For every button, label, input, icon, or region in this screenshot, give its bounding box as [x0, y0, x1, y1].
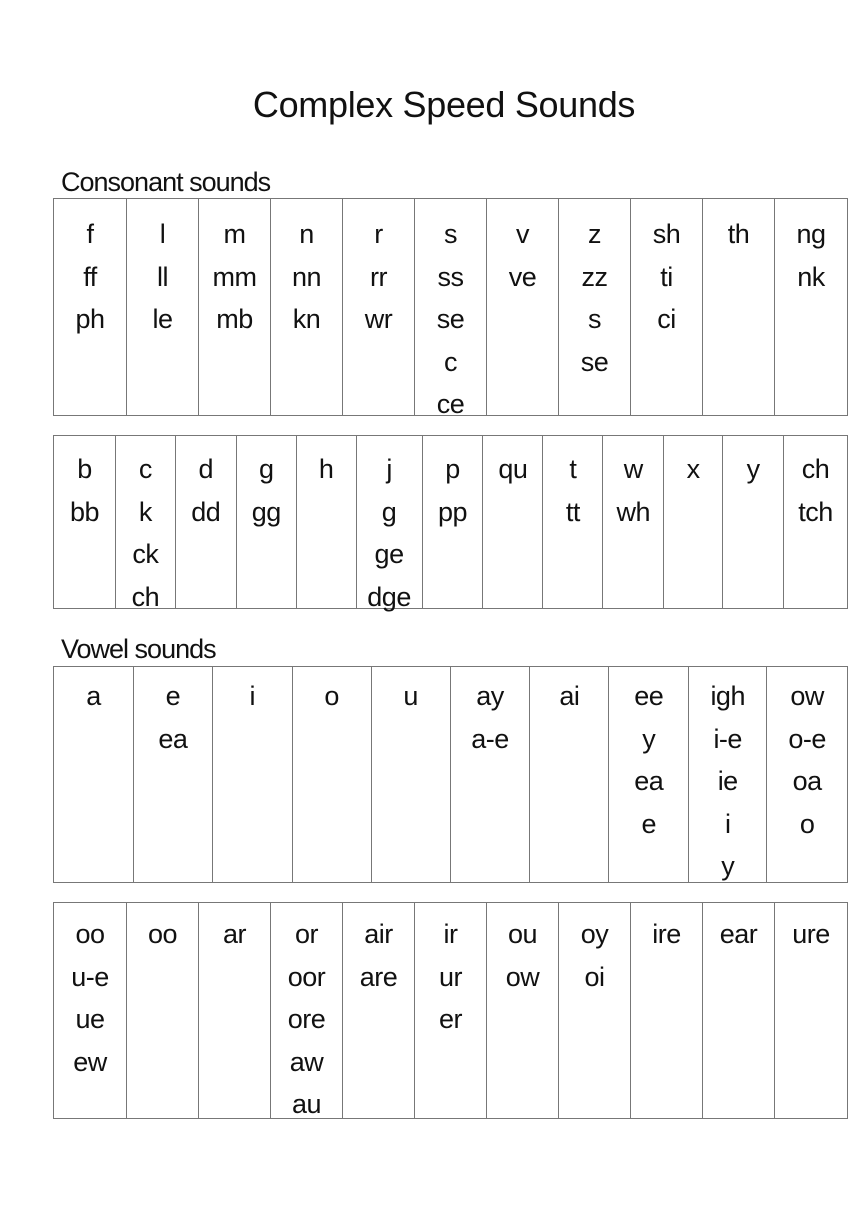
grapheme: mb [216, 304, 253, 334]
sound-cell [767, 667, 848, 882]
grapheme: oy [580, 919, 609, 949]
sound-cell [343, 199, 415, 415]
sound-cell [127, 903, 199, 1118]
grapheme: zz [581, 261, 608, 292]
grapheme: qu [498, 454, 528, 484]
grapheme: k [138, 496, 152, 527]
grapheme: mm [212, 261, 257, 292]
grapheme: s [444, 219, 457, 249]
grapheme: m [223, 219, 246, 249]
grapheme: w [623, 454, 643, 484]
sound-cell [775, 903, 848, 1118]
sound-cell [775, 199, 848, 415]
sound-cell [703, 199, 775, 415]
grapheme: pp [437, 496, 468, 527]
grapheme: are [359, 961, 398, 992]
grapheme: dge [367, 581, 411, 612]
vowel-sounds-heading: Vowel sounds [61, 634, 216, 664]
grapheme: ir [443, 919, 458, 949]
grapheme: wh [616, 496, 651, 527]
grapheme: air [364, 919, 393, 949]
grapheme: y [642, 723, 656, 754]
grapheme: r [374, 219, 383, 249]
sound-cell [487, 903, 559, 1118]
grapheme: c [138, 454, 152, 484]
grapheme: ue [75, 1004, 105, 1034]
sound-cell [631, 903, 703, 1118]
sound-cell [54, 903, 127, 1118]
sound-cell [559, 903, 631, 1118]
grapheme: g [258, 454, 274, 484]
grapheme: s [588, 304, 601, 334]
grapheme: ai [559, 681, 580, 711]
grapheme: le [152, 304, 173, 334]
grapheme: i [249, 681, 256, 711]
grapheme: oo [75, 919, 105, 949]
grapheme: er [438, 1004, 462, 1034]
grapheme: ear [719, 919, 758, 949]
grapheme: u-e [71, 961, 109, 992]
grapheme: y [721, 851, 735, 881]
grapheme: x [686, 454, 700, 484]
grapheme: ar [222, 919, 246, 949]
grapheme: ge [374, 539, 404, 569]
grapheme: tt [565, 496, 580, 527]
grapheme: l [159, 219, 166, 249]
grapheme: j [386, 454, 392, 484]
sound-cell [483, 436, 543, 608]
grapheme: g [381, 496, 397, 527]
grapheme: y [746, 454, 760, 484]
grapheme: oi [584, 961, 605, 992]
grapheme: ore [287, 1004, 326, 1034]
grapheme: or [294, 919, 318, 949]
sound-cell [451, 667, 531, 882]
grapheme: ow [505, 961, 540, 992]
sound-cell [54, 436, 116, 608]
sound-cell [199, 903, 271, 1118]
grapheme: ti [660, 261, 673, 292]
sound-cell [54, 199, 127, 415]
sound-cell [423, 436, 484, 608]
sound-cell [213, 667, 293, 882]
sound-cell [176, 436, 237, 608]
sound-cell [134, 667, 213, 882]
grapheme: c [444, 346, 457, 377]
grapheme: o [324, 681, 339, 711]
grapheme: ew [73, 1046, 107, 1077]
sound-cell [127, 199, 199, 415]
sound-cell [199, 199, 271, 415]
grapheme: e [165, 681, 181, 711]
grapheme: o-e [788, 723, 826, 754]
page-title: Complex Speed Sounds [252, 84, 636, 125]
grapheme: ph [75, 304, 105, 334]
sound-cell [609, 667, 689, 882]
grapheme: u [403, 681, 418, 711]
sound-cell [293, 667, 372, 882]
sound-cell [343, 903, 415, 1118]
grapheme: ur [438, 961, 462, 992]
grapheme: rr [370, 261, 387, 292]
grapheme: d [198, 454, 214, 484]
grapheme: ee [634, 681, 664, 711]
grapheme: h [318, 454, 334, 484]
grapheme: ou [507, 919, 538, 949]
grapheme: a [86, 681, 101, 711]
consonant-sounds-heading: Consonant sounds [61, 167, 271, 197]
grapheme: nn [291, 261, 322, 292]
grapheme: ea [158, 723, 188, 754]
grapheme: ce [436, 389, 465, 419]
grapheme: p [445, 454, 460, 484]
grapheme: a-e [471, 723, 509, 754]
grapheme: oa [792, 766, 822, 796]
grapheme: ure [792, 919, 830, 949]
grapheme: f [86, 219, 94, 249]
sound-cell [271, 199, 343, 415]
grapheme: z [588, 219, 601, 249]
sound-cell [237, 436, 297, 608]
sound-cell [559, 199, 631, 415]
grapheme: ire [652, 919, 681, 949]
grapheme: oo [147, 919, 178, 949]
sound-cell [723, 436, 784, 608]
sound-cell [357, 436, 423, 612]
grapheme: ci [657, 304, 676, 334]
sound-cell [703, 903, 775, 1118]
grapheme: i-e [713, 723, 742, 754]
grapheme: ck [132, 539, 159, 569]
grapheme: v [516, 219, 529, 249]
sound-cell [784, 436, 848, 608]
grapheme: ie [717, 766, 738, 796]
grapheme: n [299, 219, 314, 249]
grapheme: e [641, 808, 657, 839]
sound-cell [543, 436, 603, 608]
grapheme: ng [796, 219, 826, 249]
grapheme: ch [801, 454, 830, 484]
sound-cell [297, 436, 357, 608]
grapheme: nk [797, 261, 825, 292]
grapheme: dd [191, 496, 221, 527]
grapheme: aw [289, 1046, 324, 1077]
grapheme: kn [292, 304, 321, 334]
grapheme: ll [157, 261, 168, 292]
sound-cell [487, 199, 559, 415]
grapheme: igh [710, 681, 745, 711]
sound-cell [271, 903, 343, 1118]
grapheme: ow [790, 681, 824, 711]
grapheme: oor [287, 961, 326, 992]
grapheme: wr [364, 304, 393, 334]
sound-cell [415, 199, 487, 419]
grapheme: o [799, 808, 815, 839]
grapheme: se [436, 304, 465, 334]
grapheme: au [291, 1089, 322, 1119]
sound-cell [415, 903, 487, 1118]
grapheme: bb [69, 496, 99, 527]
grapheme: ea [634, 766, 664, 796]
consonant-grid-1 [53, 198, 848, 419]
grapheme: ff [83, 261, 97, 292]
consonant-grid-2 [53, 435, 848, 612]
grapheme: ss [437, 261, 464, 292]
sound-cell [372, 667, 451, 882]
grapheme: i [724, 808, 731, 839]
sound-cell [689, 667, 767, 882]
sound-cell [664, 436, 723, 608]
grapheme: sh [652, 219, 681, 249]
grapheme: b [77, 454, 92, 484]
sound-cell [631, 199, 703, 415]
sound-cell [530, 667, 609, 882]
grapheme: ve [508, 261, 537, 292]
grapheme: se [580, 346, 609, 377]
grapheme: t [569, 454, 577, 484]
grapheme: gg [251, 496, 281, 527]
grapheme: th [727, 219, 750, 249]
grapheme: ay [476, 681, 504, 711]
sound-cell [116, 436, 176, 612]
sound-cell [603, 436, 664, 608]
grapheme: tch [798, 496, 833, 527]
vowel-grid-1 [53, 666, 848, 883]
sound-cell [54, 667, 134, 882]
vowel-grid-2 [53, 902, 848, 1119]
grapheme: ch [131, 581, 160, 612]
